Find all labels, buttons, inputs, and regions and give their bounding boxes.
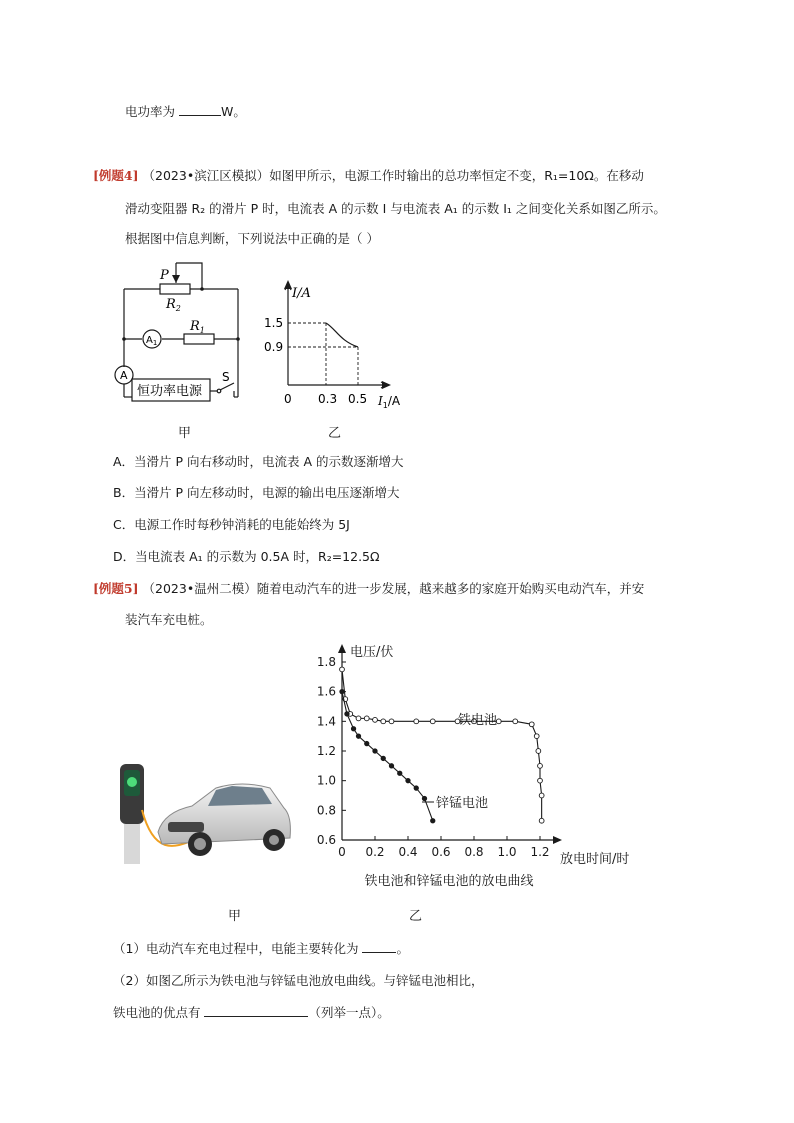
current-graph	[262, 275, 412, 410]
data-point	[389, 719, 394, 724]
data-point	[430, 719, 435, 724]
answer-blank-q1[interactable]	[362, 940, 396, 953]
ex5-line2: 装汽车充电桩。	[125, 612, 213, 627]
x-tick-label: 0	[338, 845, 346, 859]
ex4-option-c[interactable]: C．电源工作时每秒钟消耗的电能始终为 5J	[113, 517, 350, 532]
data-point	[414, 719, 419, 724]
ev-charging-image	[112, 760, 294, 866]
data-point	[365, 741, 369, 745]
data-point	[356, 716, 361, 721]
y-tick-label: 1.6	[316, 684, 336, 699]
data-point	[340, 689, 344, 693]
label-s: S	[222, 370, 230, 384]
graph-x-label: $I_1/A$	[378, 394, 401, 410]
data-point	[513, 719, 518, 724]
series-label-iron: 铁电池	[458, 713, 498, 728]
ex5-q2-line2: 铁电池的优点有 （列举一点）。	[113, 1005, 390, 1020]
x-tick-label: 0.4	[398, 845, 418, 859]
data-point	[345, 712, 349, 716]
data-point	[414, 786, 418, 790]
graph-y-tick-2: 0.9	[264, 340, 284, 354]
label-r1: $R_1$	[190, 319, 205, 335]
data-point	[351, 727, 355, 731]
data-point	[364, 716, 369, 721]
ex5-q1: （1）电动汽车充电过程中，电能主要转化为 。	[113, 941, 409, 956]
label-a1: $A_1$	[146, 335, 158, 347]
x-tick-label: 0.8	[464, 845, 484, 859]
prev-tail-suffix: W。	[220, 104, 246, 119]
data-point	[356, 734, 360, 738]
data-point	[398, 771, 402, 775]
resistor-r1	[184, 334, 214, 344]
prev-tail-prefix: 电功率为	[125, 104, 179, 119]
ex5-tag: [例题5]	[93, 581, 139, 596]
y-tick-label: 1.0	[316, 773, 336, 788]
y-tick-label: 0.8	[316, 803, 336, 818]
data-point	[431, 819, 435, 823]
data-point	[381, 719, 386, 724]
label-p: P	[160, 268, 169, 283]
answer-blank-q2[interactable]	[204, 1004, 308, 1017]
data-point	[529, 722, 534, 727]
graph-x-tick-2: 0.5	[348, 392, 368, 406]
data-point	[381, 756, 385, 760]
graph-y-label: I/A	[292, 286, 311, 301]
graph-x-tick-0: 0	[284, 392, 292, 406]
resistor-r2	[160, 284, 190, 294]
ex5-caption-yi: 乙	[409, 909, 423, 924]
x-tick-label: 1.2	[530, 845, 550, 859]
data-point	[538, 763, 543, 768]
series-line-1	[342, 692, 433, 821]
ex4-caption-yi: 乙	[328, 426, 342, 441]
ex4-option-d[interactable]: D．当电流表 A₁ 的示数为 0.5A 时，R₂=12.5Ω	[113, 549, 380, 564]
data-point	[373, 717, 378, 722]
label-source: 恒功率电源	[137, 384, 203, 399]
data-point	[373, 749, 377, 753]
data-point	[534, 734, 539, 739]
y-tick-label: 1.4	[316, 714, 336, 729]
data-point	[539, 818, 544, 823]
x-tick-label: 0.6	[431, 845, 451, 859]
ex4-line2: 滑动变阻器 R₂ 的滑片 P 时，电流表 A 的示数 I 与电流表 A₁ 的示数 I₁ 之间变化关系如图乙所示。	[125, 201, 666, 216]
ex4-option-b[interactable]: B．当滑片 P 向左移动时，电源的输出电压逐渐增大	[113, 485, 400, 500]
ex4-text-1: （2023•滨江区模拟）如图甲所示，电源工作时输出的总功率恒定不变，R₁=10Ω。在移动	[142, 168, 644, 183]
x-axis-label: 放电时间/时	[560, 852, 630, 867]
data-point	[406, 778, 410, 782]
ex4-tag: [例题4]	[93, 168, 139, 183]
ex4-caption-jia: 甲	[178, 426, 192, 441]
data-point	[539, 793, 544, 798]
x-tick-label: 0.2	[365, 845, 385, 859]
y-tick-label: 0.6	[316, 833, 336, 847]
y-axis-label: 电压/伏	[350, 645, 394, 660]
x-axis-arrow	[553, 836, 562, 844]
y-tick-label: 1.8	[316, 655, 336, 669]
prev-question-tail	[125, 103, 246, 121]
data-point	[340, 667, 345, 672]
data-point	[496, 719, 501, 724]
data-point	[536, 749, 541, 754]
y-tick-label: 1.2	[316, 744, 336, 758]
data-point	[422, 796, 426, 800]
x-tick-label: 1.0	[497, 845, 517, 859]
discharge-chart	[300, 640, 660, 895]
graph-x-tick-1: 0.3	[318, 392, 338, 406]
ex5-q2-line1: （2）如图乙所示为铁电池与锌锰电池放电曲线。与锌锰电池相比，	[113, 973, 484, 988]
ex5-text-1: （2023•温州二模）随着电动汽车的进一步发展，越来越多的家庭开始购买电动汽车，并安	[142, 581, 645, 596]
graph-y-tick-1: 1.5	[264, 316, 284, 330]
ex5-caption-jia: 甲	[228, 909, 242, 924]
series-label-zinc: 锌锰电池	[436, 796, 489, 811]
label-r2: $R_2$	[166, 297, 181, 313]
data-point	[538, 778, 543, 783]
answer-blank-power[interactable]	[179, 103, 221, 116]
chart-title: 铁电池和锌锰电池的放电曲线	[364, 874, 534, 889]
ex4-line3: 根据图中信息判断，下列说法中正确的是（ ）	[125, 231, 379, 246]
data-point	[389, 764, 393, 768]
y-axis-arrow	[338, 644, 346, 653]
ex4-option-a[interactable]: A．当滑片 P 向右移动时，电流表 A 的示数逐渐增大	[113, 454, 404, 469]
ex4-line1	[93, 167, 644, 185]
circuit-diagram	[110, 255, 250, 405]
label-a: A	[120, 369, 128, 382]
ex5-line1	[93, 580, 644, 598]
